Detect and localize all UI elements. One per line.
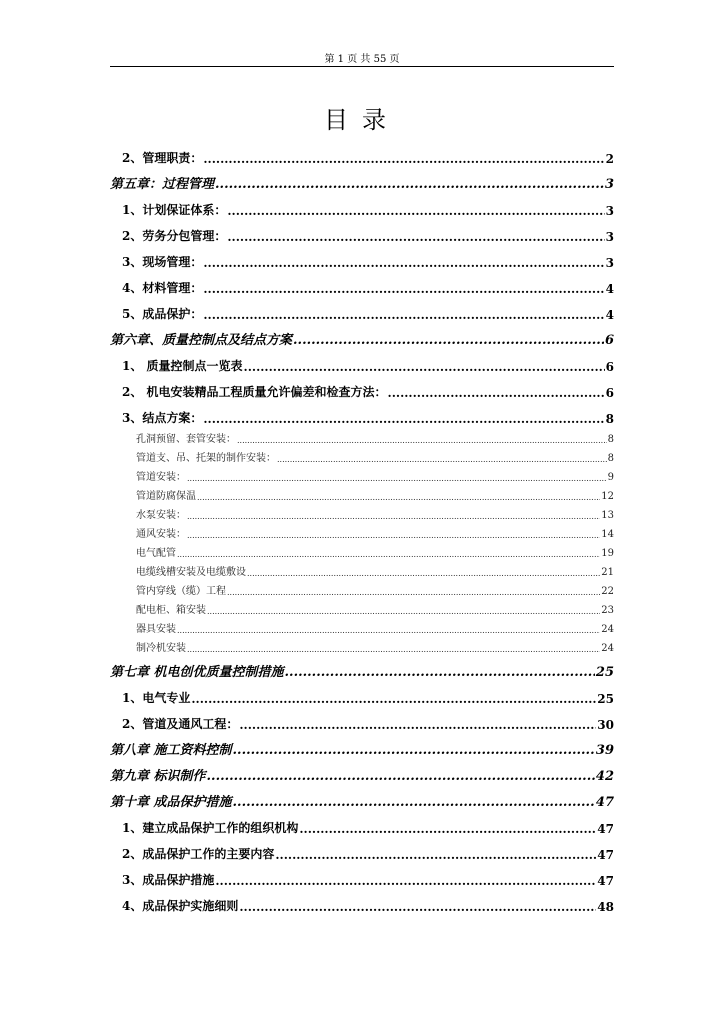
toc-entry[interactable]	[110, 597, 614, 616]
dot-leader	[277, 455, 607, 464]
toc-entry[interactable]	[110, 348, 614, 374]
dot-leader	[233, 743, 595, 758]
toc-entry[interactable]	[110, 374, 614, 400]
toc-entry-page-number: 6	[605, 386, 614, 400]
toc-entry[interactable]	[110, 400, 614, 426]
toc-entry-label: 2、管道及通风工程：	[122, 717, 239, 731]
toc-entry[interactable]	[110, 635, 614, 654]
toc-entry-page-number: 4	[605, 308, 614, 322]
toc-entry-label: 第九章 标识制作	[110, 769, 206, 784]
toc-entry[interactable]	[110, 758, 614, 784]
dot-leader	[237, 436, 607, 445]
toc-entry[interactable]	[110, 540, 614, 559]
toc-entry-page-number: 12	[601, 491, 614, 502]
dot-leader	[247, 569, 600, 578]
page-header: 第 1 页 共 55 页	[324, 54, 400, 65]
toc-entry[interactable]	[110, 270, 614, 296]
toc-entry[interactable]	[110, 296, 614, 322]
toc-entry-page-number: 42	[595, 769, 614, 784]
dot-leader	[187, 531, 600, 540]
toc-entry[interactable]	[110, 502, 614, 521]
toc-entry[interactable]	[110, 559, 614, 578]
toc-entry-label: 水泵安装：	[136, 510, 186, 521]
toc-entry-label: 第八章 施工资料控制	[110, 743, 232, 758]
toc-entry-label: 第七章 机电创优质量控制措施	[110, 665, 284, 680]
toc-entry[interactable]	[110, 616, 614, 635]
table-of-contents	[110, 140, 614, 914]
dot-leader	[299, 822, 596, 836]
dot-leader	[177, 550, 600, 559]
dot-leader	[203, 412, 604, 426]
toc-entry-label: 第六章、质量控制点及结点方案	[110, 333, 293, 348]
toc-entry-label: 3、结点方案：	[122, 411, 203, 425]
toc-entry-label: 管内穿线（缆）工程	[136, 586, 226, 597]
dot-leader	[203, 152, 604, 166]
toc-entry-page-number: 39	[595, 743, 614, 758]
toc-entry[interactable]	[110, 445, 614, 464]
toc-entry-label: 制冷机安装	[136, 643, 186, 654]
toc-entry-label: 第十章 成品保护措施	[110, 795, 232, 810]
dot-leader	[227, 230, 604, 244]
toc-entry-page-number: 24	[601, 643, 614, 654]
toc-entry-label: 电缆线槽安装及电缆敷设	[136, 567, 246, 578]
dot-leader	[187, 512, 600, 521]
dot-leader	[203, 256, 604, 270]
dot-leader	[388, 386, 605, 400]
toc-entry-page-number: 4	[605, 282, 614, 296]
dot-leader	[227, 588, 600, 597]
dot-leader	[187, 474, 607, 483]
toc-entry-label: 管道安装：	[136, 472, 186, 483]
toc-entry-page-number: 48	[597, 900, 614, 914]
toc-entry-label: 1、计划保证体系：	[122, 203, 227, 217]
toc-entry[interactable]	[110, 784, 614, 810]
toc-entry-page-number: 47	[595, 795, 614, 810]
toc-entry-page-number: 25	[595, 665, 614, 680]
toc-entry-label: 电气配管	[136, 548, 176, 559]
toc-entry-page-number: 30	[597, 718, 614, 732]
toc-entry[interactable]	[110, 888, 614, 914]
toc-entry-page-number: 3	[605, 230, 614, 244]
toc-entry-label: 配电柜、箱安装	[136, 605, 206, 616]
dot-leader	[285, 665, 595, 680]
toc-entry-page-number: 47	[597, 874, 614, 888]
toc-entry-label: 第五章：过程管理	[110, 177, 215, 192]
toc-entry-page-number: 13	[601, 510, 614, 521]
dot-leader	[207, 769, 595, 784]
toc-entry-page-number: 22	[601, 586, 614, 597]
dot-leader	[215, 874, 596, 888]
toc-entry-page-number: 14	[601, 529, 614, 540]
toc-entry-label: 4、材料管理：	[122, 281, 203, 295]
toc-entry-page-number: 19	[601, 548, 614, 559]
toc-entry-label: 1、电气专业	[122, 691, 191, 705]
header-rule	[110, 66, 614, 67]
toc-entry-label: 2、成品保护工作的主要内容	[122, 847, 275, 861]
toc-entry-page-number: 8	[607, 434, 614, 445]
toc-entry[interactable]	[110, 810, 614, 836]
toc-entry[interactable]	[110, 706, 614, 732]
toc-entry-label: 1、建立成品保护工作的组织机构	[122, 821, 299, 835]
toc-entry-label: 2、劳务分包管理：	[122, 229, 227, 243]
toc-entry-page-number: 25	[597, 692, 614, 706]
toc-entry-label: 5、成品保护：	[122, 307, 203, 321]
toc-entry-page-number: 6	[604, 333, 614, 348]
toc-entry-label: 2、管理职责：	[122, 151, 203, 165]
toc-entry-page-number: 21	[601, 567, 614, 578]
toc-entry-label: 管道防腐保温	[136, 491, 196, 502]
toc-entry[interactable]	[110, 426, 614, 445]
toc-entry[interactable]	[110, 483, 614, 502]
toc-entry-page-number: 8	[605, 412, 614, 426]
toc-entry-page-number: 6	[605, 360, 614, 374]
dot-leader	[233, 795, 595, 810]
toc-entry-label: 4、成品保护实施细则	[122, 899, 239, 913]
toc-entry-label: 2、 机电安装精品工程质量允许偏差和检查方法：	[122, 385, 387, 399]
toc-entry-label: 1、 质量控制点一览表	[122, 359, 243, 373]
toc-entry-page-number: 47	[597, 822, 614, 836]
toc-entry[interactable]	[110, 732, 614, 758]
dot-leader	[207, 607, 600, 616]
toc-entry[interactable]	[110, 218, 614, 244]
toc-entry-page-number: 9	[607, 472, 614, 483]
dot-leader	[244, 360, 605, 374]
toc-entry[interactable]	[110, 654, 614, 680]
toc-entry-page-number: 47	[597, 848, 614, 862]
dot-leader	[197, 493, 600, 502]
dot-leader	[187, 645, 600, 654]
dot-leader	[293, 333, 604, 348]
toc-entry-label: 3、成品保护措施	[122, 873, 215, 887]
toc-entry[interactable]	[110, 862, 614, 888]
toc-entry[interactable]	[110, 836, 614, 862]
toc-entry[interactable]	[110, 521, 614, 540]
toc-entry[interactable]	[110, 578, 614, 597]
dot-leader	[275, 848, 596, 862]
toc-entry[interactable]	[110, 192, 614, 218]
toc-entry-label: 通风安装：	[136, 529, 186, 540]
toc-entry-page-number: 23	[601, 605, 614, 616]
toc-entry-page-number: 24	[601, 624, 614, 635]
dot-leader	[239, 900, 596, 914]
toc-entry[interactable]	[110, 464, 614, 483]
toc-entry-label: 器具安装	[136, 624, 176, 635]
dot-leader	[191, 692, 596, 706]
dot-leader	[227, 204, 604, 218]
toc-title: 目录	[324, 106, 400, 134]
toc-entry-label: 3、现场管理：	[122, 255, 203, 269]
toc-entry-page-number: 3	[605, 204, 614, 218]
toc-entry[interactable]	[110, 680, 614, 706]
toc-entry[interactable]	[110, 166, 614, 192]
toc-entry-page-number: 2	[605, 152, 614, 166]
dot-leader	[203, 308, 604, 322]
toc-entry-label: 孔洞预留、套管安装：	[136, 434, 236, 445]
toc-entry-page-number: 8	[607, 453, 614, 464]
toc-entry-page-number: 3	[605, 256, 614, 270]
toc-entry[interactable]	[110, 140, 614, 166]
toc-entry-label: 管道支、吊、托架的制作安装：	[136, 453, 276, 464]
dot-leader	[239, 718, 596, 732]
dot-leader	[215, 177, 604, 192]
toc-entry[interactable]	[110, 244, 614, 270]
toc-entry[interactable]	[110, 322, 614, 348]
toc-entry-page-number: 3	[604, 177, 614, 192]
dot-leader	[203, 282, 604, 296]
dot-leader	[177, 626, 600, 635]
